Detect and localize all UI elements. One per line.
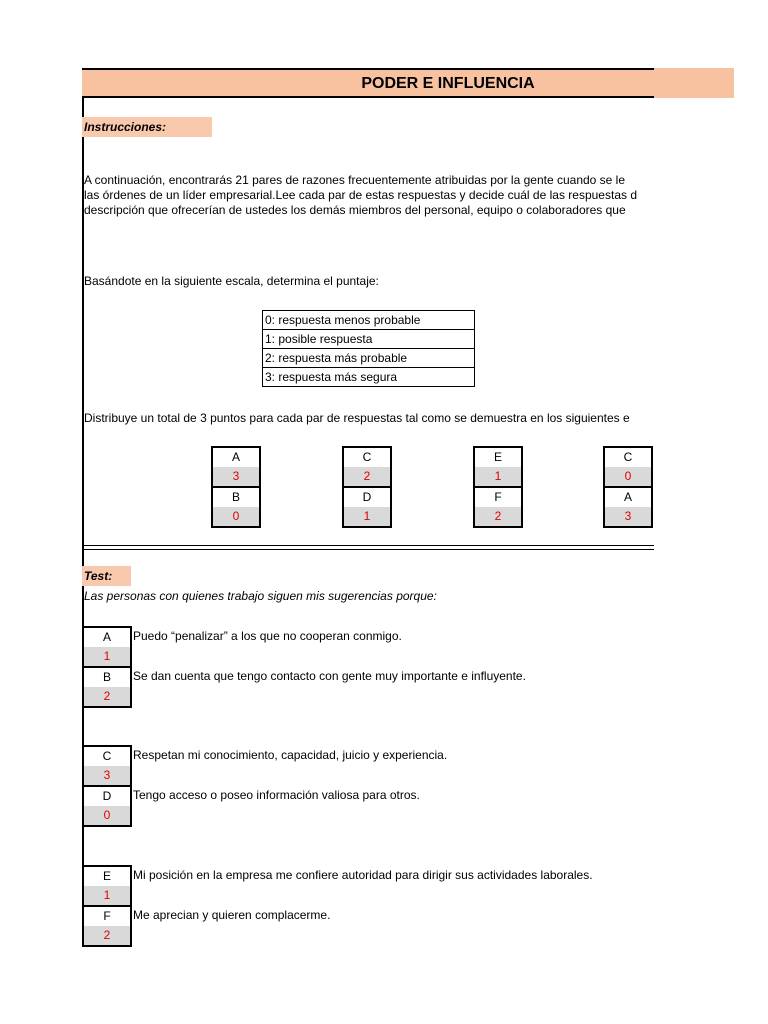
page-title: PODER E INFLUENCIA (361, 75, 535, 92)
example-letter: F (475, 486, 521, 507)
example-letter: E (493, 450, 502, 464)
option-score[interactable]: 0 (84, 806, 130, 825)
example-box-2 (342, 446, 392, 528)
option-text: Tengo acceso o poseo información valiosa para otros. (133, 788, 420, 802)
option-score[interactable]: 3 (84, 766, 130, 785)
option-score[interactable]: 2 (84, 687, 130, 706)
example-value: 0 (213, 507, 259, 526)
test-pair-2-box (82, 745, 132, 827)
example-value: 0 (605, 467, 651, 486)
example-box-4 (603, 446, 653, 528)
option-letter: A (102, 630, 111, 644)
option-text: Puedo “penalizar” a los que no cooperan conmigo. (133, 629, 402, 643)
test-prompt: Las personas con quienes trabajo siguen mis sugerencias porque: (84, 589, 437, 603)
example-value: 1 (475, 467, 521, 486)
example-box-3 (473, 446, 523, 528)
option-score[interactable]: 2 (84, 926, 130, 945)
instructions-line-1: A continuación, encontrarás 21 pares de razones frecuentemente atribuidas por la gente cuando se le (84, 173, 626, 187)
example-value: 3 (605, 507, 651, 526)
example-box-1 (211, 446, 261, 528)
scale-intro: Basándote en la siguiente escala, determina el puntaje: (84, 274, 379, 288)
example-letter: A (231, 450, 240, 464)
example-letter: D (344, 486, 390, 507)
option-text: Se dan cuenta que tengo contacto con gente muy importante e influyente. (133, 669, 526, 683)
example-value: 3 (213, 467, 259, 486)
example-value: 2 (475, 507, 521, 526)
instructions-line-3: descripción que ofrecerían de ustedes los demás miembros del personal, equipo o colaboradores que (84, 203, 626, 217)
example-letter: C (623, 450, 633, 464)
option-letter: E (102, 869, 111, 883)
scale-table (262, 310, 475, 387)
scale-row: 1: posible respuesta (263, 330, 475, 349)
option-letter: B (84, 666, 130, 687)
example-value: 2 (344, 467, 390, 486)
option-score[interactable]: 1 (84, 647, 130, 666)
option-letter: C (102, 749, 112, 763)
scale-row: 2: respuesta más probable (263, 349, 475, 368)
distribute-instruction: Distribuye un total de 3 puntos para cada par de respuestas tal como se demuestra en los siguientes e (84, 411, 630, 425)
option-letter: D (84, 785, 130, 806)
option-text: Respetan mi conocimiento, capacidad, juicio y experiencia. (133, 748, 448, 762)
instructions-label: Instrucciones: (82, 117, 212, 137)
example-letter: B (213, 486, 259, 507)
option-text: Me aprecian y quieren complacerme. (133, 908, 331, 922)
example-value: 1 (344, 507, 390, 526)
instructions-line-2: las órdenes de un líder empresarial.Lee cada par de estas respuestas y decide cuál de las respuestas d (84, 188, 637, 202)
option-text: Mi posición en la empresa me confiere autoridad para dirigir sus actividades laborales. (133, 868, 593, 882)
test-pair-3-box (82, 865, 132, 947)
example-letter: C (362, 450, 372, 464)
example-letter: A (605, 486, 651, 507)
test-label: Test: (82, 566, 131, 586)
section-divider (84, 545, 654, 550)
test-pair-1-box (82, 626, 132, 708)
option-score[interactable]: 1 (84, 886, 130, 905)
option-letter: F (84, 905, 130, 926)
scale-row: 0: respuesta menos probable (263, 311, 475, 330)
scale-row: 3: respuesta más segura (263, 368, 475, 387)
